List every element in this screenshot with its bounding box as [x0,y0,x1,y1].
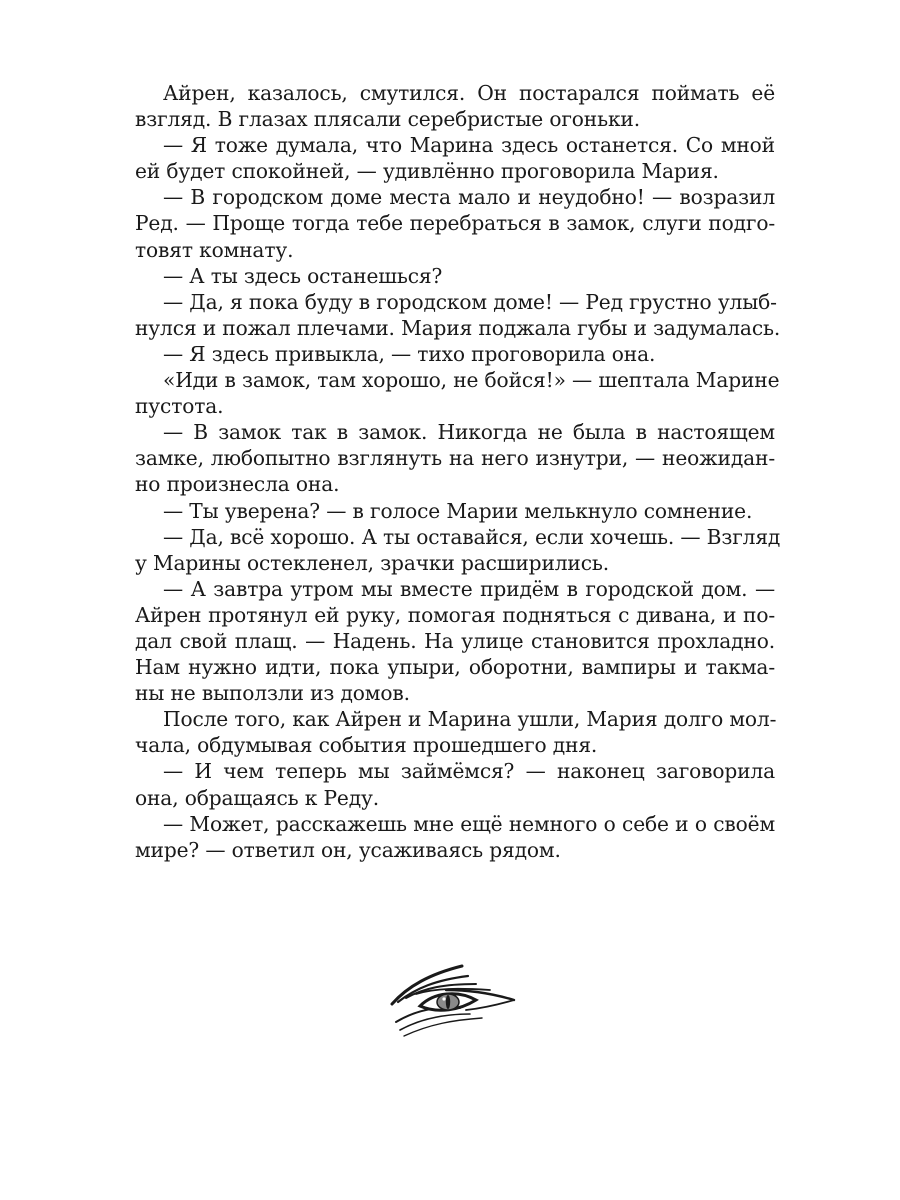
text-line: — В городском доме места мало и неудобно! — возразил [163,185,775,210]
text-line: мире? — ответил он, усаживаясь рядом. [135,837,561,862]
paragraph [135,80,775,132]
text-line: дал свой плащ. — Надень. На улице становится прохладно. [135,628,775,653]
text-line: пустота. [135,394,224,419]
text-line: но произнесла она. [135,472,340,497]
text-line: — Может, расскажешь мне ещё немного о себе и о своём [163,811,775,836]
text-line: Нам нужно идти, пока упыри, оборотни, вампиры и такма- [135,655,775,680]
text-line: — Я тоже думала, что Марина здесь останется. Со мной [163,133,775,158]
text-line: Айрен протянул ей руку, помогая подняться с дивана, и по- [135,602,775,627]
paragraph [135,758,775,810]
chapter-text [135,80,781,863]
text-line: — А завтра утром мы вместе придём в городской дом. — [163,576,775,601]
text-line: у Марины остекленел, зрачки расширились. [135,550,610,575]
text-line: — Да, всё хорошо. А ты оставайся, если хочешь. — Взгляд [163,524,781,549]
text-line: взгляд. В глазах плясали серебристые огоньки. [135,107,640,132]
paragraph [135,289,781,341]
text-line: — Ты уверена? — в голосе Марии мелькнуло сомнение. [163,498,753,523]
text-line: ны не выползли из домов. [135,681,410,706]
text-line: — И чем теперь мы займёмся? — наконец заговорила [163,759,775,784]
text-line: — В замок так в замок. Никогда не была в настоящем [163,420,775,445]
text-line: она, обращаясь к Реду. [135,785,379,810]
text-line: После того, как Айрен и Марина ушли, Мария долго мол- [163,707,777,732]
paragraph [135,419,775,497]
text-line: товят комнату. [135,237,294,262]
text-line: Ред. — Проще тогда тебе перебраться в замок, слуги подго- [135,211,775,236]
paragraph [135,706,775,758]
text-line: замке, любопытно взглянуть на него изнутри, — неожидан- [135,446,775,471]
text-line: нулся и пожал плечами. Мария поджала губы и задумалась. [135,315,781,340]
paragraph [135,524,781,576]
text-line: Айрен, казалось, смутился. Он постарался поймать её [163,81,775,105]
text-line: — Я здесь привыкла, — тихо проговорила она. [163,341,656,366]
paragraph [135,576,775,706]
text-line: ей будет спокойней, — удивлённо проговорила Мария. [135,159,719,184]
paragraph [135,184,775,262]
dragon-eye-icon [386,960,518,1040]
text-line: — А ты здесь останешься? [163,263,443,288]
paragraph [135,811,775,863]
paragraph [135,132,775,184]
paragraph [135,341,775,367]
paragraph [135,498,775,524]
text-line: чала, обдумывая события прошедшего дня. [135,733,598,758]
paragraph [135,367,780,419]
text-line: «Иди в замок, там хорошо, не бойся!» — шептала Марине [163,368,780,393]
text-line: — Да, я пока буду в городском доме! — Ред грустно улыб- [163,289,777,314]
paragraph [135,263,775,289]
